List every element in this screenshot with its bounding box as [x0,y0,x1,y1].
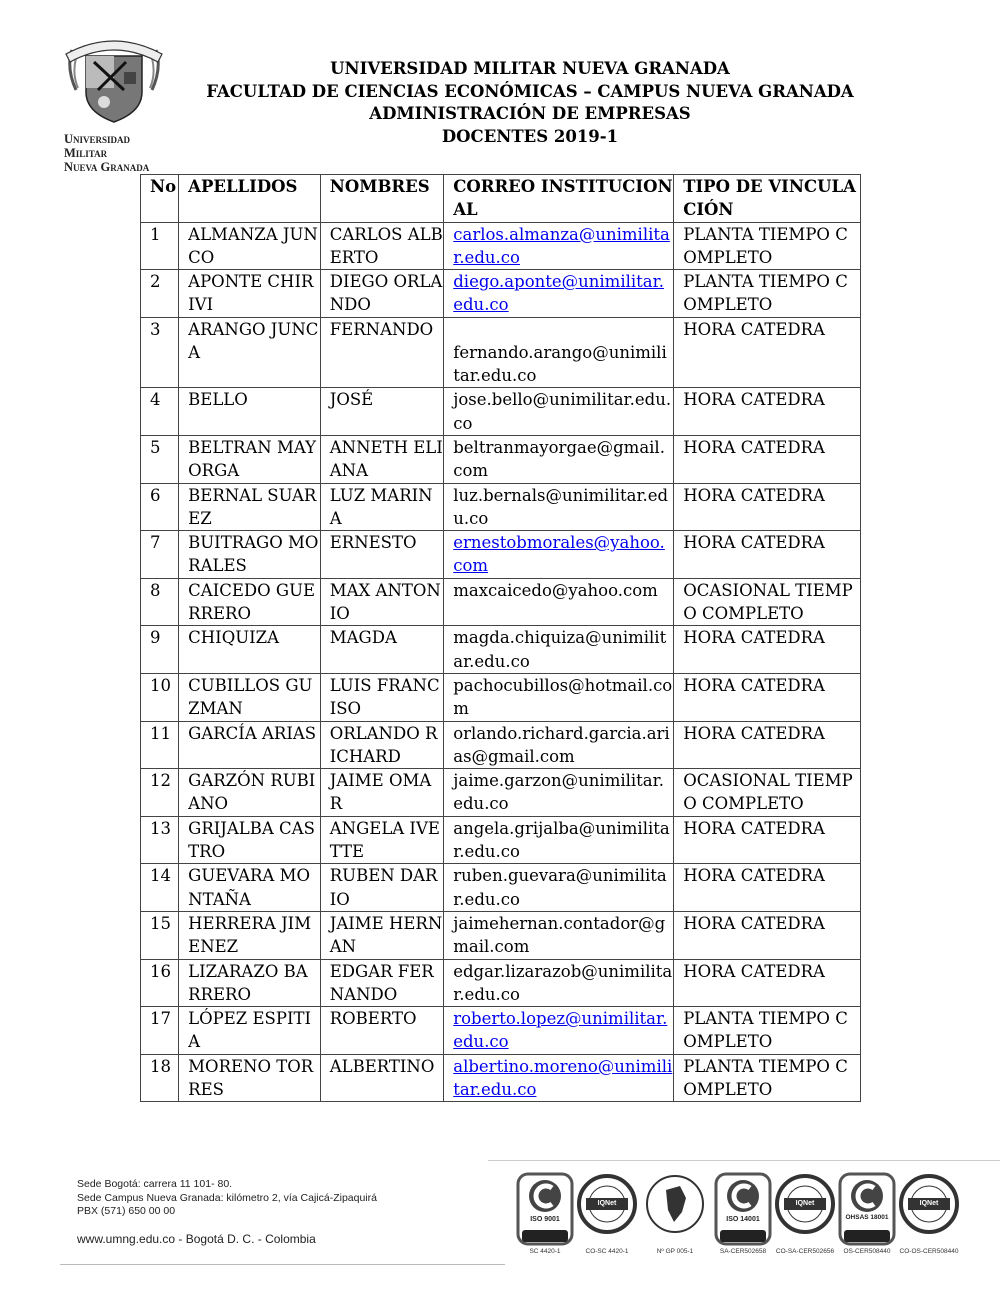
cell-tipo: HORA CATEDRA [674,388,861,436]
cell-correo [444,222,674,270]
university-logo [58,28,170,174]
cell-apellidos: CHIQUIZA [179,626,321,674]
cell-nombres: MAGDA [320,626,444,674]
university-crest-icon [58,28,170,132]
table-row [141,816,861,864]
iqnet-seal-icon [576,1172,638,1246]
table-row [141,222,861,270]
cell-nombres: JOSÉ [320,388,444,436]
table-row [141,769,861,817]
cell-correo: edgar.lizarazob@unimilitar.edu.co [444,959,674,1007]
cell-nombres: LUZ MARINA [320,483,444,531]
cell-apellidos: CUBILLOS GUZMAN [179,673,321,721]
cell-tipo: PLANTA TIEMPO COMPLETO [674,1054,861,1102]
cert-gp [644,1172,706,1262]
cell-no: 12 [141,769,179,817]
cell-no: 3 [141,317,179,388]
table-row [141,1054,861,1102]
table-row [141,483,861,531]
table-header-row [141,175,861,223]
cert-caption: SC 4420-1 [529,1248,561,1255]
cell-tipo: PLANTA TIEMPO COMPLETO [674,270,861,318]
cell-correo: jaimehernan.contador@gmail.com [444,911,674,959]
cell-apellidos: BELLO [179,388,321,436]
cell-no: 11 [141,721,179,769]
footer-divider-top [488,1160,1000,1161]
cert-iqnet [576,1172,638,1262]
footer-address [77,1178,377,1219]
cell-apellidos: GRIJALBA CASTRO [179,816,321,864]
cell-tipo: OCASIONAL TIEMPO COMPLETO [674,769,861,817]
cert-name: IQNet [597,1200,617,1207]
email-link[interactable]: carlos.almanza@unimilitar.edu.co [453,224,670,267]
cell-no: 14 [141,864,179,912]
cell-correo [444,1007,674,1055]
cell-no: 4 [141,388,179,436]
cell-correo [444,531,674,579]
cell-apellidos: HERRERA JIMENEZ [179,911,321,959]
cell-apellidos: APONTE CHIRIVI [179,270,321,318]
certification-logos [514,1172,959,1268]
cert-iqnet [774,1172,836,1262]
icontec-seal-icon [514,1172,576,1246]
cell-no: 17 [141,1007,179,1055]
header-correo: CORREO INSTITUCIONAL [444,175,674,223]
cell-no: 2 [141,270,179,318]
cert-iso9001 [514,1172,576,1262]
cell-tipo: HORA CATEDRA [674,721,861,769]
cell-apellidos: GARCÍA ARIAS [179,721,321,769]
table-row [141,673,861,721]
cell-correo: luz.bernals@unimilitar.edu.co [444,483,674,531]
cert-caption: CO-SA-CER502656 [775,1248,835,1255]
cell-nombres: ERNESTO [320,531,444,579]
iqnet-seal-icon [898,1172,960,1246]
cell-nombres: JAIME HERNAN [320,911,444,959]
document-header [170,58,890,148]
cell-tipo: OCASIONAL TIEMPO COMPLETO [674,578,861,626]
cell-apellidos: BUITRAGO MORALES [179,531,321,579]
cell-no: 13 [141,816,179,864]
cert-iqnet [898,1172,960,1262]
cell-tipo: HORA CATEDRA [674,531,861,579]
header-tipo: TIPO DE VINCULACIÓN [674,175,861,223]
email-link[interactable]: diego.aponte@unimilitar.edu.co [453,272,664,315]
cell-correo: angela.grijalba@unimilitar.edu.co [444,816,674,864]
cell-nombres: RUBEN DARIO [320,864,444,912]
email-link[interactable]: roberto.lopez@unimilitar.edu.co [453,1009,668,1052]
cell-apellidos: ALMANZA JUNCO [179,222,321,270]
cell-nombres: FERNANDO [320,317,444,388]
cell-correo [444,317,674,388]
iqnet-seal-icon [774,1172,836,1246]
logo-line-1: Universidad Militar [64,132,131,160]
cell-correo: beltranmayorgae@gmail.com [444,435,674,483]
cell-nombres: ORLANDO RICHARD [320,721,444,769]
cell-tipo: HORA CATEDRA [674,864,861,912]
cell-tipo: HORA CATEDRA [674,673,861,721]
cell-nombres: ANNETH ELIANA [320,435,444,483]
cell-correo: pachocubillos@hotmail.com [444,673,674,721]
colombia-map-seal-icon [644,1172,706,1246]
table-row [141,626,861,674]
cell-no: 8 [141,578,179,626]
cert-ohsas [836,1172,898,1262]
table-row [141,578,861,626]
header-title: DOCENTES 2019-1 [441,126,619,146]
cell-no: 15 [141,911,179,959]
cell-no: 1 [141,222,179,270]
cert-iso14001 [712,1172,774,1262]
cell-nombres: EDGAR FERNANDO [320,959,444,1007]
cell-tipo: HORA CATEDRA [674,483,861,531]
table-row [141,270,861,318]
cell-tipo: HORA CATEDRA [674,317,861,388]
cert-name: ISO 14001 [726,1216,760,1223]
header-program: ADMINISTRACIÓN DE EMPRESAS [369,104,691,123]
email-link[interactable]: albertino.moreno@unimilitar.edu.co [453,1056,673,1099]
footer-sede-bogota: Sede Bogotá: carrera 11 101- 80. [77,1178,233,1190]
cell-tipo: PLANTA TIEMPO COMPLETO [674,1007,861,1055]
cert-name: IQNet [795,1200,815,1207]
icontec-seal-icon [836,1172,898,1246]
header-no: No [141,175,179,223]
cell-no: 5 [141,435,179,483]
cell-apellidos: ARANGO JUNCA [179,317,321,388]
cert-caption: CO-OS-CER508440 [899,1248,959,1255]
email-text: fernando.arango@unimilitar.edu.co [453,342,667,386]
cell-apellidos: LIZARAZO BARRERO [179,959,321,1007]
header-faculty: FACULTAD DE CIENCIAS ECONÓMICAS – CAMPUS NUEVA GRANADA [206,81,854,101]
cell-nombres: ROBERTO [320,1007,444,1055]
cell-nombres: CARLOS ALBERTO [320,222,444,270]
cell-apellidos: MORENO TORRES [179,1054,321,1102]
cell-no: 9 [141,626,179,674]
table-row [141,531,861,579]
cell-tipo: HORA CATEDRA [674,911,861,959]
icontec-seal-icon [712,1172,774,1246]
cert-name: OHSAS 18001 [845,1214,889,1221]
cell-apellidos: BELTRAN MAYORGA [179,435,321,483]
cell-no: 16 [141,959,179,1007]
table-row [141,864,861,912]
header-university: UNIVERSIDAD MILITAR NUEVA GRANADA [330,59,730,78]
cell-correo: ruben.guevara@unimilitar.edu.co [444,864,674,912]
footer-divider-bottom [60,1264,505,1265]
cell-nombres: MAX ANTONIO [320,578,444,626]
cell-nombres: LUIS FRANCISO [320,673,444,721]
cell-correo [444,270,674,318]
table-row [141,721,861,769]
cell-correo: maxcaicedo@yahoo.com [444,578,674,626]
cell-correo: jose.bello@unimilitar.edu.co [444,388,674,436]
cell-tipo: PLANTA TIEMPO COMPLETO [674,222,861,270]
table-row [141,388,861,436]
cell-no: 7 [141,531,179,579]
cell-nombres: JAIME OMAR [320,769,444,817]
footer-pbx: PBX (571) 650 00 00 [77,1205,176,1217]
footer-sede-campus: Sede Campus Nueva Granada: kilómetro 2, vía Cajicá-Zipaquirá [77,1191,377,1204]
cell-apellidos: GUEVARA MONTAÑA [179,864,321,912]
cell-tipo: HORA CATEDRA [674,816,861,864]
logo-wordmark [64,132,168,174]
cell-correo: jaime.garzon@unimilitar.edu.co [444,769,674,817]
cell-no: 6 [141,483,179,531]
header-apellidos: APELLIDOS [179,175,321,223]
table-row [141,1007,861,1055]
table-row [141,959,861,1007]
cell-tipo: HORA CATEDRA [674,435,861,483]
cell-correo: orlando.richard.garcia.arias@gmail.com [444,721,674,769]
table-row [141,435,861,483]
cert-name: IQNet [919,1200,939,1207]
table-row [141,911,861,959]
cell-nombres: ALBERTINO [320,1054,444,1102]
cell-tipo: HORA CATEDRA [674,959,861,1007]
cell-nombres: ANGELA IVETTE [320,816,444,864]
cert-name: ISO 9001 [530,1216,560,1223]
footer-website[interactable]: www.umng.edu.co - Bogotá D. C. - Colombia [77,1232,316,1246]
table-row [141,317,861,388]
cert-caption: OS-CER508440 [843,1248,891,1255]
cell-no: 18 [141,1054,179,1102]
cell-apellidos: BERNAL SUAREZ [179,483,321,531]
cell-nombres: DIEGO ORLANDO [320,270,444,318]
logo-line-2: Nueva Granada [64,160,150,174]
cert-caption: Nº GP 005-1 [656,1248,694,1255]
cell-no: 10 [141,673,179,721]
cert-caption: SA-CER502658 [719,1248,767,1255]
cell-apellidos: LÓPEZ ESPITIA [179,1007,321,1055]
cell-apellidos: CAICEDO GUERRERO [179,578,321,626]
cell-correo: magda.chiquiza@unimilitar.edu.co [444,626,674,674]
cert-caption: CO-SC 4420-1 [585,1248,629,1255]
cell-correo [444,1054,674,1102]
docentes-table [140,174,861,1102]
header-nombres: NOMBRES [320,175,444,223]
cell-apellidos: GARZÓN RUBIANO [179,769,321,817]
email-link[interactable]: ernestobmorales@yahoo.com [453,533,665,576]
cell-tipo: HORA CATEDRA [674,626,861,674]
